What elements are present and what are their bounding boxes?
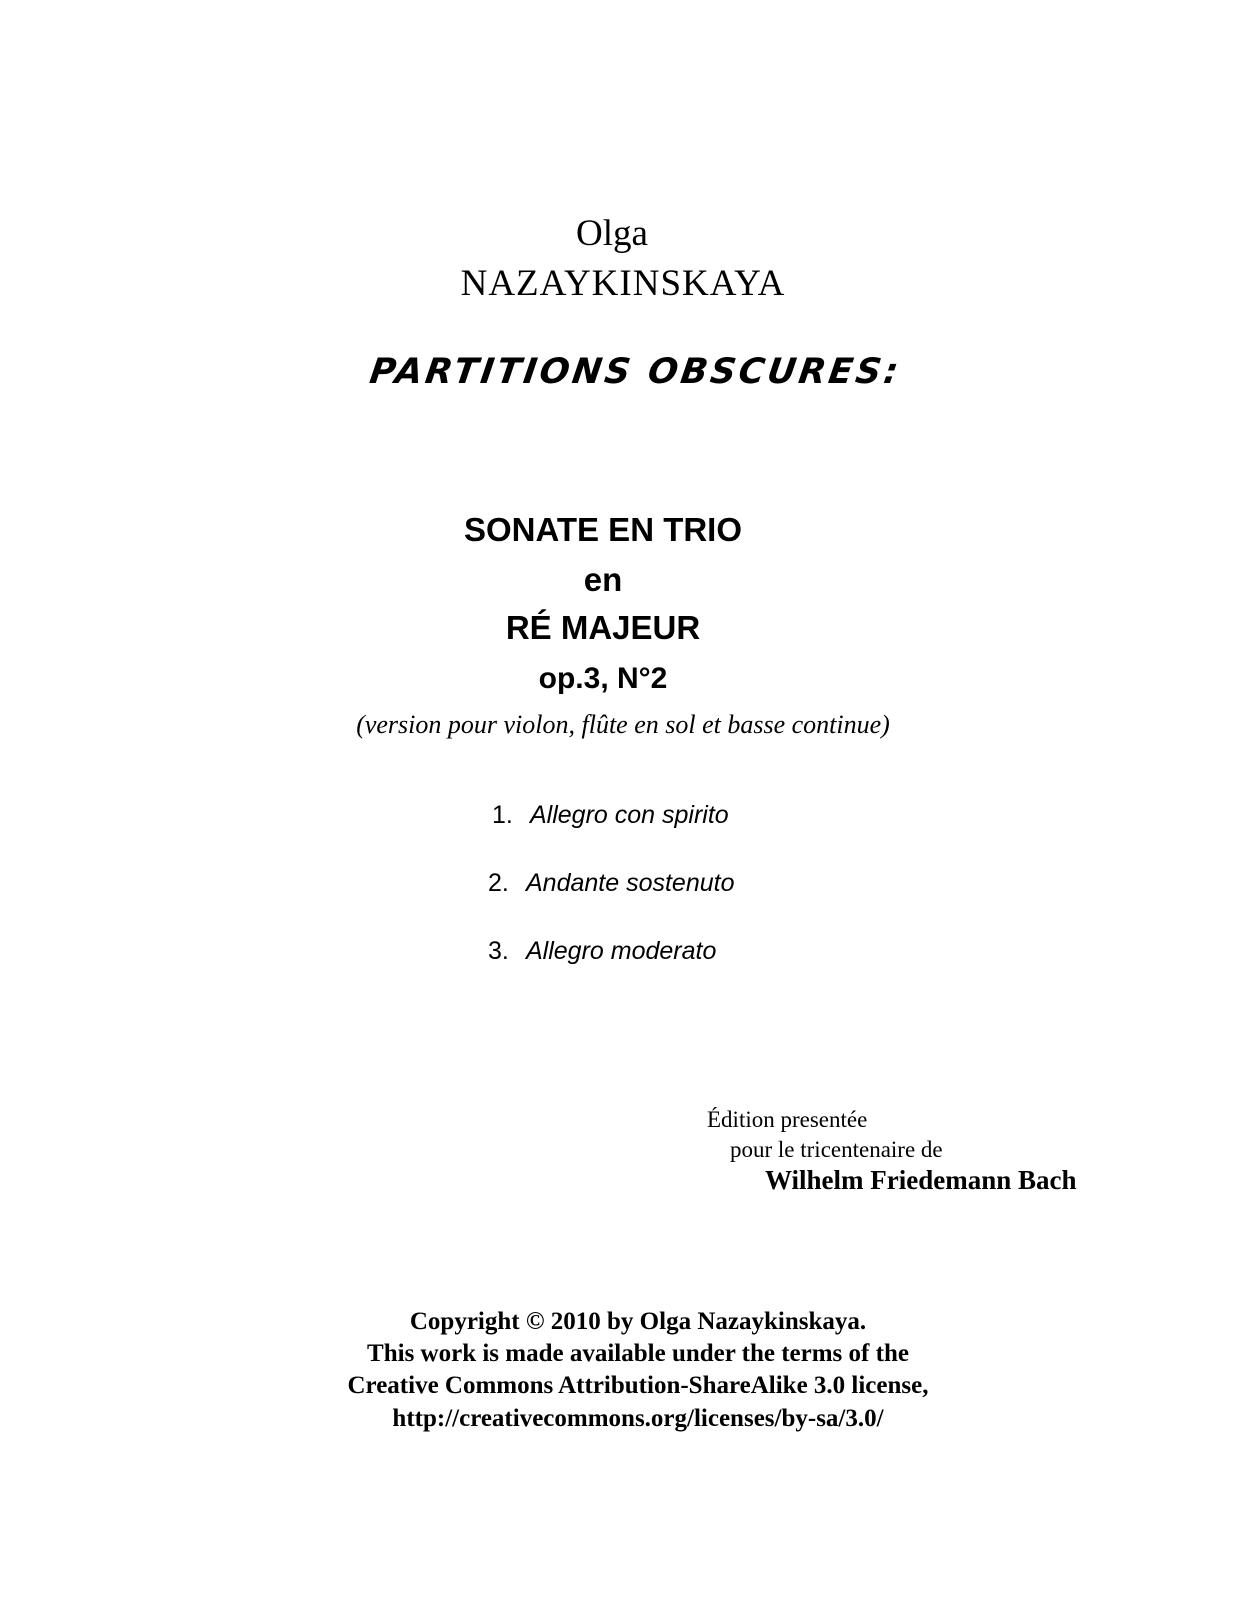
- edition-note-line: Édition presentée: [707, 1107, 868, 1132]
- series-title: PARTITIONS OBSCURES:: [367, 352, 904, 392]
- movement-name: Andante sostenuto: [526, 869, 735, 897]
- license-line: Creative Commons Attribution-ShareAlike 3.0 license,: [347, 1372, 929, 1399]
- movement-item: [488, 867, 735, 899]
- work-title: SONATE EN TRIO: [463, 511, 743, 548]
- version-note: (version pour violon, flûte en sol et basse continue): [356, 710, 890, 739]
- movement-name: Allegro con spirito: [530, 801, 729, 829]
- movement-number: 3.: [488, 937, 509, 965]
- edition-note-line: pour le tricentenaire de: [730, 1137, 943, 1162]
- movement-item: [488, 935, 716, 967]
- movement-number: 2.: [488, 869, 509, 897]
- work-key: RÉ MAJEUR: [505, 609, 701, 646]
- work-title-connector: en: [583, 561, 623, 598]
- composer-first-name: Olga: [576, 213, 648, 254]
- movement-name: Allegro moderato: [526, 937, 717, 965]
- license-line: This work is made available under the terms of the: [367, 1340, 909, 1367]
- license-url: http://creativecommons.org/licenses/by-sa/3.0/: [392, 1405, 884, 1432]
- movement-number: 1.: [492, 801, 513, 829]
- copyright-line: Copyright © 2010 by Olga Nazaykinskaya.: [409, 1308, 867, 1335]
- opus-number: op.3, N°2: [538, 662, 668, 695]
- dedicatee-name: Wilhelm Friedemann Bach: [765, 1165, 1077, 1195]
- movement-item: [492, 799, 729, 831]
- composer-last-name: NAZAYKINSKAYA: [460, 263, 786, 304]
